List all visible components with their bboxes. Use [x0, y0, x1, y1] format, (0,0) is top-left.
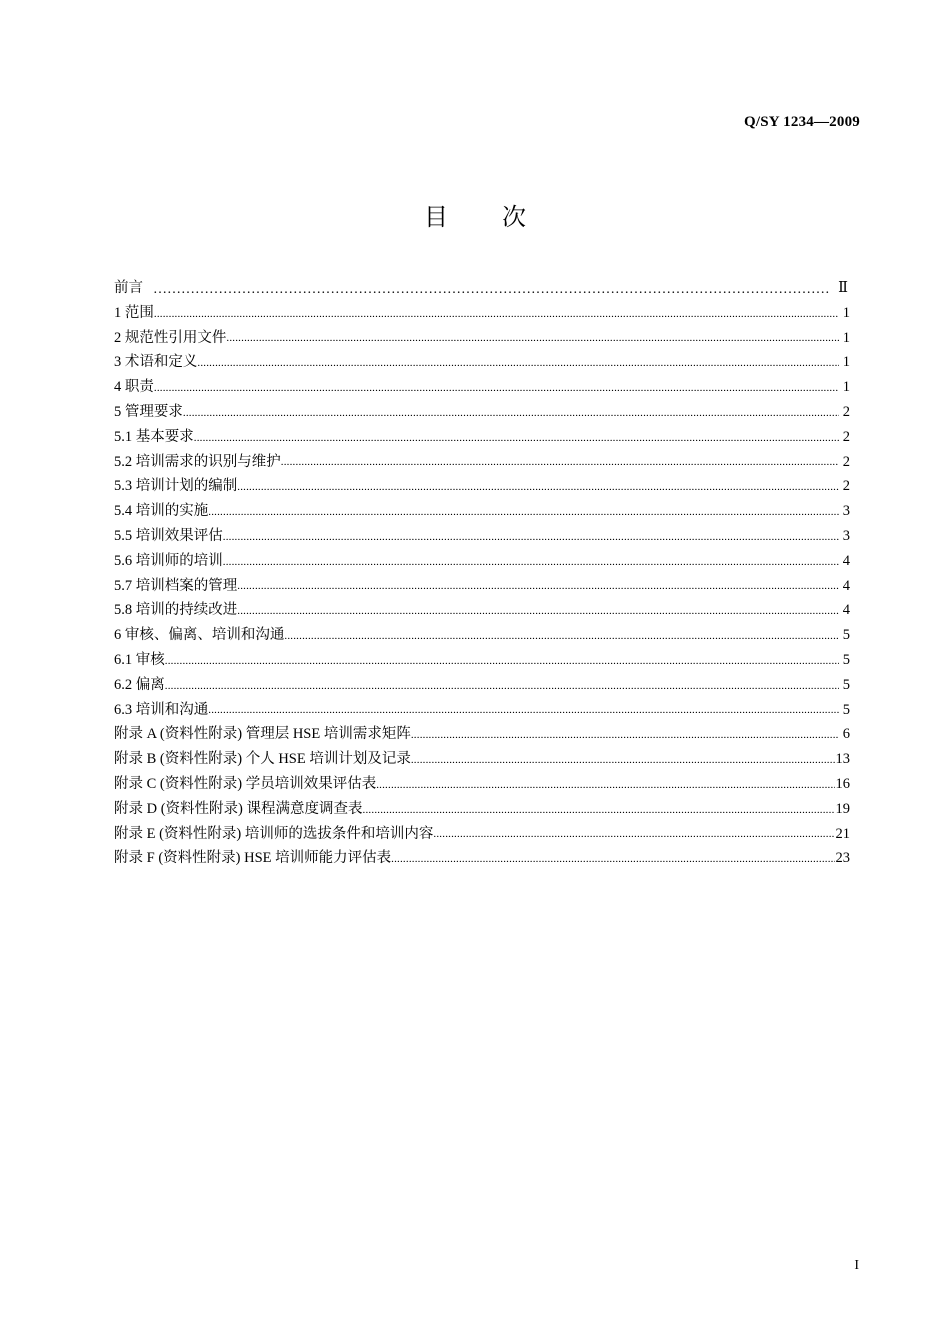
- toc-entry-page: 4: [842, 577, 850, 594]
- toc-entry[interactable]: [114, 598, 850, 623]
- toc-entry[interactable]: [114, 301, 850, 326]
- toc-entry[interactable]: [114, 276, 850, 301]
- dot-leader: [223, 549, 839, 574]
- toc-entry[interactable]: [114, 822, 850, 847]
- table-of-contents: [114, 276, 850, 871]
- toc-entry-label: 5.2 培训需求的识别与维护: [114, 453, 281, 470]
- page-number: I: [854, 1258, 859, 1273]
- toc-entry-page: 19: [835, 800, 850, 817]
- toc-entry-page: 2: [842, 403, 850, 420]
- toc-entry[interactable]: [114, 350, 850, 375]
- toc-entry-page: 1: [842, 379, 850, 396]
- toc-entry[interactable]: [114, 400, 850, 425]
- dot-leader: [223, 524, 839, 549]
- toc-entry-label: 3 术语和定义: [114, 354, 198, 371]
- dot-leader: [237, 474, 839, 499]
- dot-leader: [165, 648, 839, 673]
- toc-entry[interactable]: [114, 797, 850, 822]
- toc-entry[interactable]: [114, 673, 850, 698]
- toc-entry-page: 2: [842, 478, 850, 495]
- toc-entry-label: 5 管理要求: [114, 403, 183, 420]
- toc-entry[interactable]: [114, 375, 850, 400]
- dot-leader: [237, 598, 839, 623]
- toc-entry[interactable]: [114, 549, 850, 574]
- dot-leader: [208, 698, 839, 723]
- toc-entry-label: 附录 A (资料性附录) 管理层 HSE 培训需求矩阵: [114, 726, 411, 743]
- toc-entry-label: 4 职责: [114, 379, 154, 396]
- dot-leader: [284, 623, 839, 648]
- toc-entry-page: 3: [842, 527, 850, 544]
- toc-entry-page: 1: [842, 354, 850, 371]
- toc-entry-page: 4: [842, 602, 850, 619]
- toc-entry-label: 前言: [114, 280, 143, 296]
- dot-leader: [411, 722, 839, 747]
- toc-entry[interactable]: [114, 425, 850, 450]
- toc-entry-label: 附录 C (资料性附录) 学员培训效果评估表: [114, 775, 377, 792]
- toc-entry-label: 5.3 培训计划的编制: [114, 478, 238, 495]
- toc-entry-page: 5: [842, 651, 850, 668]
- dot-leader: [197, 350, 839, 375]
- toc-entry[interactable]: [114, 846, 850, 871]
- toc-entry-page: 5: [842, 627, 850, 644]
- toc-entry[interactable]: [114, 326, 850, 351]
- toc-entry-page: 2: [842, 453, 850, 470]
- toc-entry-page: 16: [835, 775, 850, 792]
- toc-entry-label: 6 审核、偏离、培训和沟通: [114, 627, 285, 644]
- title-char-1: 目: [424, 203, 448, 231]
- toc-entry-page: 6: [842, 726, 850, 743]
- toc-entry-page: 5: [842, 676, 850, 693]
- toc-entry-page: 1: [842, 329, 850, 346]
- toc-entry[interactable]: [114, 450, 850, 475]
- toc-entry-label: 6.1 审核: [114, 651, 165, 668]
- toc-entry-page: 1: [842, 304, 850, 321]
- dot-leader: [154, 301, 839, 326]
- dot-leader: [153, 276, 830, 301]
- toc-entry[interactable]: [114, 524, 850, 549]
- dot-leader: [194, 425, 839, 450]
- toc-entry-label: 5.7 培训档案的管理: [114, 577, 238, 594]
- toc-entry-page: 5: [842, 701, 850, 718]
- dot-leader: [391, 846, 834, 871]
- dot-leader: [363, 797, 835, 822]
- dot-leader: [165, 673, 839, 698]
- toc-entry-page: 4: [842, 552, 850, 569]
- toc-entry-label: 6.3 培训和沟通: [114, 701, 209, 718]
- toc-entry-label: 1 范围: [114, 304, 154, 321]
- toc-entry-label: 5.5 培训效果评估: [114, 527, 223, 544]
- toc-entry[interactable]: [114, 648, 850, 673]
- dot-leader: [237, 574, 839, 599]
- toc-entry-label: 附录 B (资料性附录) 个人 HSE 培训计划及记录: [114, 751, 411, 768]
- toc-entry-page: 3: [842, 503, 850, 520]
- toc-entry[interactable]: [114, 722, 850, 747]
- toc-entry[interactable]: [114, 698, 850, 723]
- toc-entry-label: 附录 D (资料性附录) 课程满意度调查表: [114, 800, 363, 817]
- dot-leader: [411, 747, 835, 772]
- toc-entry-label: 5.8 培训的持续改进: [114, 602, 238, 619]
- toc-entry-page: 13: [835, 751, 850, 768]
- dot-leader: [183, 400, 839, 425]
- toc-entry[interactable]: [114, 474, 850, 499]
- toc-entry-label: 5.6 培训师的培训: [114, 552, 223, 569]
- toc-entry[interactable]: [114, 623, 850, 648]
- dot-leader: [433, 822, 834, 847]
- title-char-2: 次: [502, 203, 526, 231]
- toc-entry-label: 附录 E (资料性附录) 培训师的选拔条件和培训内容: [114, 825, 434, 842]
- toc-entry[interactable]: [114, 747, 850, 772]
- toc-entry-label: 附录 F (资料性附录) HSE 培训师能力评估表: [114, 850, 392, 867]
- toc-entry-label: 5.4 培训的实施: [114, 503, 209, 520]
- page-title: [0, 197, 950, 232]
- toc-entry[interactable]: [114, 772, 850, 797]
- toc-entry-page: 2: [842, 428, 850, 445]
- dot-leader: [226, 326, 839, 351]
- dot-leader: [154, 375, 839, 400]
- toc-entry[interactable]: [114, 499, 850, 524]
- toc-entry-label: 2 规范性引用文件: [114, 329, 227, 346]
- toc-entry-page: 21: [835, 825, 850, 842]
- toc-entry-label: 5.1 基本要求: [114, 428, 194, 445]
- toc-entry[interactable]: [114, 574, 850, 599]
- toc-entry-page: 23: [835, 850, 850, 867]
- dot-leader: [208, 499, 839, 524]
- dot-leader: [376, 772, 834, 797]
- dot-leader: [281, 450, 839, 475]
- toc-entry-page: Ⅱ: [838, 280, 848, 296]
- toc-entry-label: 6.2 偏离: [114, 676, 165, 693]
- standard-code: Q/SY 1234—2009: [743, 114, 860, 130]
